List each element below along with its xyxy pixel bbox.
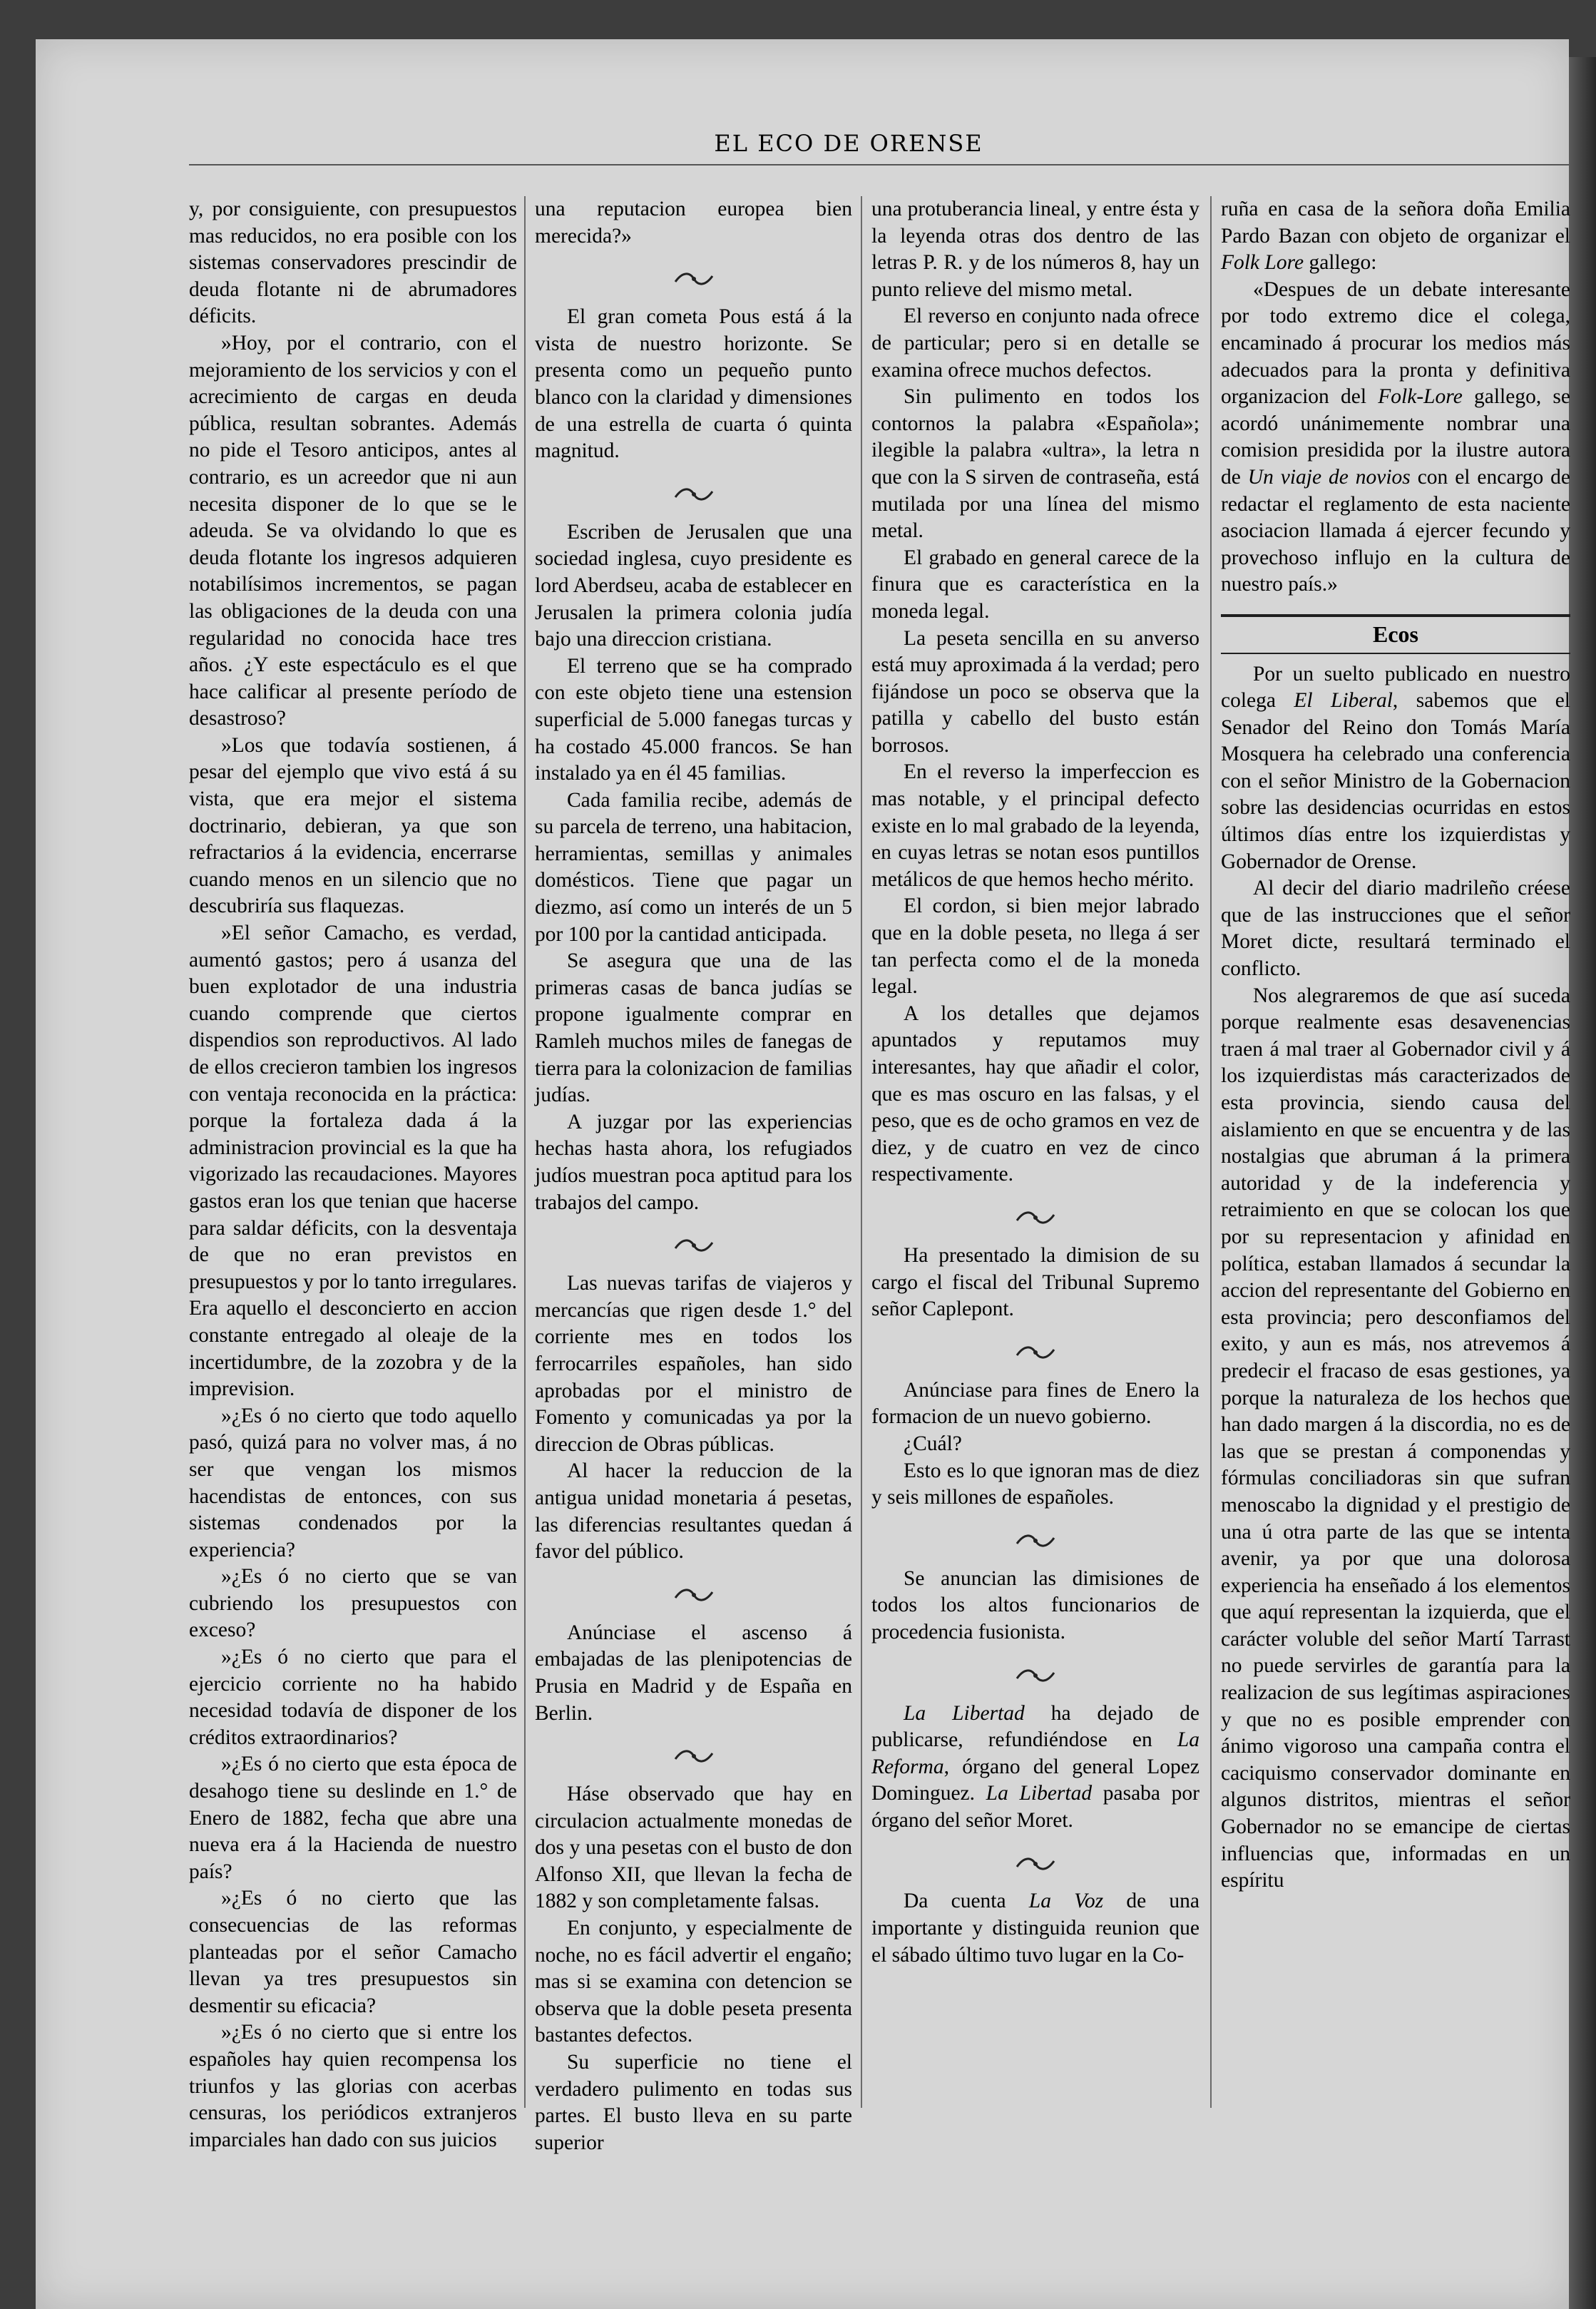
newspaper-name: La Voz (1028, 1890, 1104, 1913)
flourish-icon (871, 1333, 1199, 1369)
paragraph: A los detalles que dejamos apuntados y reputamos muy interesantes, hay que añadir el color, que es mas oscuro en las falsas, y el peso, que es de ocho gramos en vez de diez, y de cuatro en vez de cinco respectivamente. (871, 1001, 1199, 1186)
book-title: Un viaje de novios (1247, 465, 1411, 489)
paragraph: Se anuncian las dimisiones de todos los altos funcionarios de procedencia fusionista. (871, 1566, 1199, 1643)
paragraph: Cada familia recibe, además de su parcela de terreno, una habitacion, herramientas, semillas y animales domésticos. Tiene que pagar un diezmo, así como un interés de un 5 por 100 por la cantidad anticipada. (535, 788, 852, 946)
newspaper-name: El Liberal (1294, 689, 1393, 713)
paragraph: Sin pulimento en todos los contornos la palabra «Española»; ilegible la palabra «ultra», la letra n que con la S sirven de contraseña, está mutilada por una línea del mismo metal. (871, 385, 1199, 543)
paragraph: Ha presentado la dimision de su cargo el fiscal del Tribunal Supremo señor Caplepont. (871, 1243, 1199, 1321)
paragraph: una protuberancia lineal, y entre ésta y la leyenda otras dos dentro de las letras P. R. y de los números 8, hay un punto relieve del mismo metal. (871, 198, 1199, 301)
flourish-icon (871, 1656, 1199, 1692)
text-run: , órgano del general Lopez Dominguez. (871, 1755, 1199, 1805)
flourish-icon (535, 1226, 852, 1262)
paragraph: »¿Es ó no cierto que para el ejercicio corriente no ha habido necesidad todavía de disponer de los créditos extraordinarios? (189, 1646, 517, 1749)
flourish-icon (535, 475, 852, 511)
text-run: gallego: (1304, 251, 1377, 275)
text-run: gallego, se acordó unánimemente nombrar una comision presidida por la ilustre autora de (1221, 385, 1570, 489)
flourish-icon (535, 260, 852, 295)
paragraph: Al decir del diario madrileño créese que de las instrucciones que el señor Moret dicte, resultará terminado el conflicto. (1221, 877, 1570, 981)
section-rule-thick (1221, 614, 1570, 617)
paragraph (1221, 196, 1570, 277)
column-4 (1221, 196, 1570, 1895)
text-run: Da cuenta (904, 1890, 1029, 1913)
paragraph: ¿Cuál? (904, 1432, 962, 1455)
paragraph: y, por consiguiente, con presupuestos mas reducidos, no era posible con los sistemas conservadores prescindir de deuda flotante ni de abrumadores déficits. (189, 198, 517, 328)
paragraph: Háse observado que hay en circulacion actualmente monedas de dos y una pesetas con el busto de don Alfonso XII, que llevan la fecha de 1882 y son completamente falsas. (535, 1783, 852, 1913)
paragraph: Nos alegraremos de que así suceda porque realmente esas desavenencias traen á mal traer al Gobernador civil y á los izquierdistas más caracterizados de esta provincia, siendo causa del aislamiento en que se encuentra y de las nostalgias que abruman á la primera autoridad y de la indeferencia y retraimiento en que se colocan los que por su representacion y afinidad en política, estaban llamados á secundar la accion del representante del Gobierno en esta provincia; pero desconfiamos del exito, y aun es más, nos atrevemos á predecir el fracaso de esas gestiones, ya porque la naturaleza de los hechos que han dado margen á la discordia, no es de las que se prestan á componendas y fórmulas conciliadoras sin que sufran menoscabo la dignidad y el prestigio de una ú otra parte de las que se intenta avenir, ya por que una dolorosa experiencia ha enseñado á los elementos que aquí representan la izquierda, que el carácter voluble del señor Martí Tarrast no puede servirles de garantía para la realizacion de sus legítimas aspiraciones y que no es posible emprender con ánimo vigoroso una campaña contra el caciquismo conservador dominante en algunos distritos, mientras el señor Gobernador no se emancipe de ciertas influencias que, informadas en un espíritu (1221, 984, 1570, 1892)
paragraph: En conjunto, y especialmente de noche, no es fácil advertir el engaño; mas si se examina con detencion se observa que la doble peseta presenta bastantes defectos. (535, 1917, 852, 2047)
column-divider (524, 196, 526, 2108)
paragraph: »¿Es ó no cierto que si entre los españoles hay quien recompensa los triunfos y las glorias con acerbas censuras, los periódicos extranjeros imparciales han dado con sus juicios (189, 2021, 517, 2151)
header-rule (189, 164, 1569, 165)
paragraph: El terreno que se ha comprado con este objeto tiene una estension superficial de 5.000 fanegas turcas y ha costado 45.000 francos. Se han instalado ya en él 45 familias. (535, 654, 852, 785)
paragraph: Esto es lo que ignoran mas de diez y seis millones de españoles. (871, 1459, 1199, 1509)
paragraph: El cordon, si bien mejor labrado que en la doble peseta, no llega á ser tan perfecta como el de la moneda legal. (871, 894, 1199, 999)
paragraph: »¿Es ó no cierto que todo aquello pasó, quizá para no volver mas, á no ser que vengan los mismos hacendistas de entonces, con sus sistemas condenados por la experiencia? (189, 1404, 517, 1561)
text-run: de una importante y distinguida reunion que el sábado último tuvo lugar en la Co- (871, 1890, 1200, 1967)
section-rule-thin (1221, 653, 1570, 654)
paragraph: Se asegura que una de las primeras casas de banca judías se propone igualmente comprar en Ramleh muchos miles de fanegas de tierra para la colonizacion de familias judías. (535, 949, 852, 1107)
column-2 (535, 196, 852, 2156)
flourish-icon (871, 1844, 1199, 1880)
text-run: con el encargo de redactar el reglamento de esta naciente asociacion llamada á ejercer fecundo y provechoso influjo en la cultura de nuestro país.» (1221, 465, 1571, 596)
paragraph: una reputacion europea bien merecida?» (535, 198, 852, 248)
section-title: Ecos (1373, 621, 1418, 647)
column-divider (861, 196, 862, 2108)
paragraph (871, 1701, 1199, 1835)
paragraph: El reverso en conjunto nada ofrece de particular; pero si en detalle se examina ofrece muchos defectos. (871, 305, 1199, 382)
paragraph: Anúnciase para fines de Enero la formacion de un nuevo gobierno. (871, 1378, 1199, 1429)
paragraph (1221, 661, 1570, 876)
flourish-icon (535, 1737, 852, 1773)
paragraph: El grabado en general carece de la finura que es característica en la moneda legal. (871, 546, 1199, 623)
flourish-icon (871, 1198, 1199, 1234)
text-run: Por un suelto publicado en nuestro colega (1221, 662, 1570, 713)
page-edge-shadow (1569, 57, 1596, 2309)
paragraph: Anúnciase el ascenso á embajadas de las plenipotencias de Prusia en Madrid y de España en Berlin. (535, 1621, 852, 1725)
paragraph: »¿Es ó no cierto que las consecuencias de las reformas planteadas por el señor Camacho llevan ya tres presupuestos sin desmentir su eficacia? (189, 1887, 517, 2017)
masthead: EL ECO DE ORENSE (714, 130, 983, 157)
paragraph: La peseta sencilla en su anverso está muy aproximada á la verdad; pero fijándose un poco se observa que la patilla y cabello del busto están borrosos. (871, 626, 1199, 757)
paragraph: »Hoy, por el contrario, con el mejoramiento de los servicios y con el acrecimiento de cargas en deuda pública, resultan sobrantes. Además no pide el Tesoro anticipos, antes al contrario, es un acreedor que ni aun necesita disponer de lo que se le adeuda. Se va olvidando lo que es deuda flotante los ingresos adquieren notabilísimos incrementos, se pagan las obligaciones de la deuda con una regularidad no conocida hace tres años. ¿Y este espectáculo es el que hace calificar al presente período de desastroso? (189, 331, 517, 730)
newspaper-name: La Libertad (986, 1782, 1093, 1805)
text-run: «Despues de un debate interesante por todo extremo dice el colega, encaminado á procurar los medios más adecuados para la pronta y definitiva organizacion del (1221, 277, 1570, 409)
text-run: ha dejado de publicarse, refundiéndose en (871, 1701, 1200, 1752)
italic-term: Folk-Lore (1378, 385, 1463, 409)
paragraph: En el reverso la imperfeccion es mas notable, y el principal defecto existe en lo mal grabado de la leyenda, en cuyas letras se notan esos puntillos metálicos de que hemos hecho mérito. (871, 760, 1199, 891)
text-run: ruña en casa de la señora doña Emilia Pardo Bazan con objeto de organizar el (1221, 198, 1570, 248)
paragraph: »¿Es ó no cierto que esta época de desahogo tiene su deslinde en 1.° de Enero de 1882, fecha que abre una nueva era á la Hacienda de nuestro país? (189, 1753, 517, 1883)
paragraph: A juzgar por las experiencias hechas hasta ahora, los refugiados judíos muestran poca aptitud para los trabajos del campo. (535, 1110, 852, 1214)
paragraph: Al hacer la reduccion de la antigua unidad monetaria á pesetas, las diferencias resultantes quedan á favor del público. (535, 1459, 852, 1564)
newspaper-name: La Libertad (904, 1701, 1025, 1725)
italic-term: Folk Lore (1221, 251, 1304, 275)
column-1 (189, 196, 517, 2153)
paragraph: Su superficie no tiene el verdadero pulimento en todas sus partes. El busto lleva en su parte superior (535, 2051, 852, 2154)
flourish-icon (871, 1522, 1199, 1557)
paragraph: Escriben de Jerusalen que una sociedad inglesa, cuyo presidente es lord Aberdseu, acaba de establecer en Jerusalen la primera colonia judía bajo una direccion cristiana. (535, 520, 852, 651)
flourish-icon (535, 1576, 852, 1611)
paragraph (871, 1888, 1199, 1969)
column-3 (871, 196, 1199, 1969)
paragraph: El gran cometa Pous está á la vista de nuestro horizonte. Se presenta como un pequeño punto blanco con la claridad y dimensiones de una estrella de cuarta ó quinta magnitud. (535, 305, 852, 463)
paragraph: Las nuevas tarifas de viajeros y mercancías que rigen desde 1.° del corriente mes en todos los ferrocarriles españoles, han sido aprobadas por el ministro de Fomento y comunicadas ya por la direccion de Obras públicas. (535, 1272, 852, 1456)
column-divider (1210, 196, 1212, 2108)
newspaper-name: La Reforma (871, 1728, 1199, 1778)
paragraph: »¿Es ó no cierto que se van cubriendo los presupuestos con exceso? (189, 1565, 517, 1642)
paragraph: »Los que todavía sostienen, á pesar del ejemplo que vivo está á su vista, que era mejor el sistema doctrinario, debieran, ya que son refractarios á la evidencia, encerrarse cuando menos en un silencio que no descubriría sus flaquezas. (189, 733, 517, 918)
text-run: pasaba por órgano del señor Moret. (871, 1782, 1199, 1832)
paragraph: »El señor Camacho, es verdad, aumentó gastos; pero á usanza del buen explotador de una industria cuando comprende que ciertos dispendios son reproductivos. Al lado de ellos crecieron tambien los ingresos con ventaja reconocida en la práctica: porque la fortaleza dada á la administracion provincial es la que ha vigorizado las recaudaciones. Mayores gastos eran los que tenian que hacerse para saldar déficits, con la desventaja de que no eran previstos en presupuestos y por lo tanto irregulares. Era aquello el desconcierto en accion constante entregado al oleaje de la incertidumbre, de la zozobra y de la imprevision. (189, 922, 517, 1401)
paragraph (1221, 277, 1570, 598)
text-run: , sabemos que el Senador del Reino don Tomás María Mosquera ha celebrado una conferencia con el señor Ministro de la Gobernacion sobre las desidencias ocurridas en estos últimos días entre los izquierdistas y Gobernador de Orense. (1221, 689, 1570, 873)
